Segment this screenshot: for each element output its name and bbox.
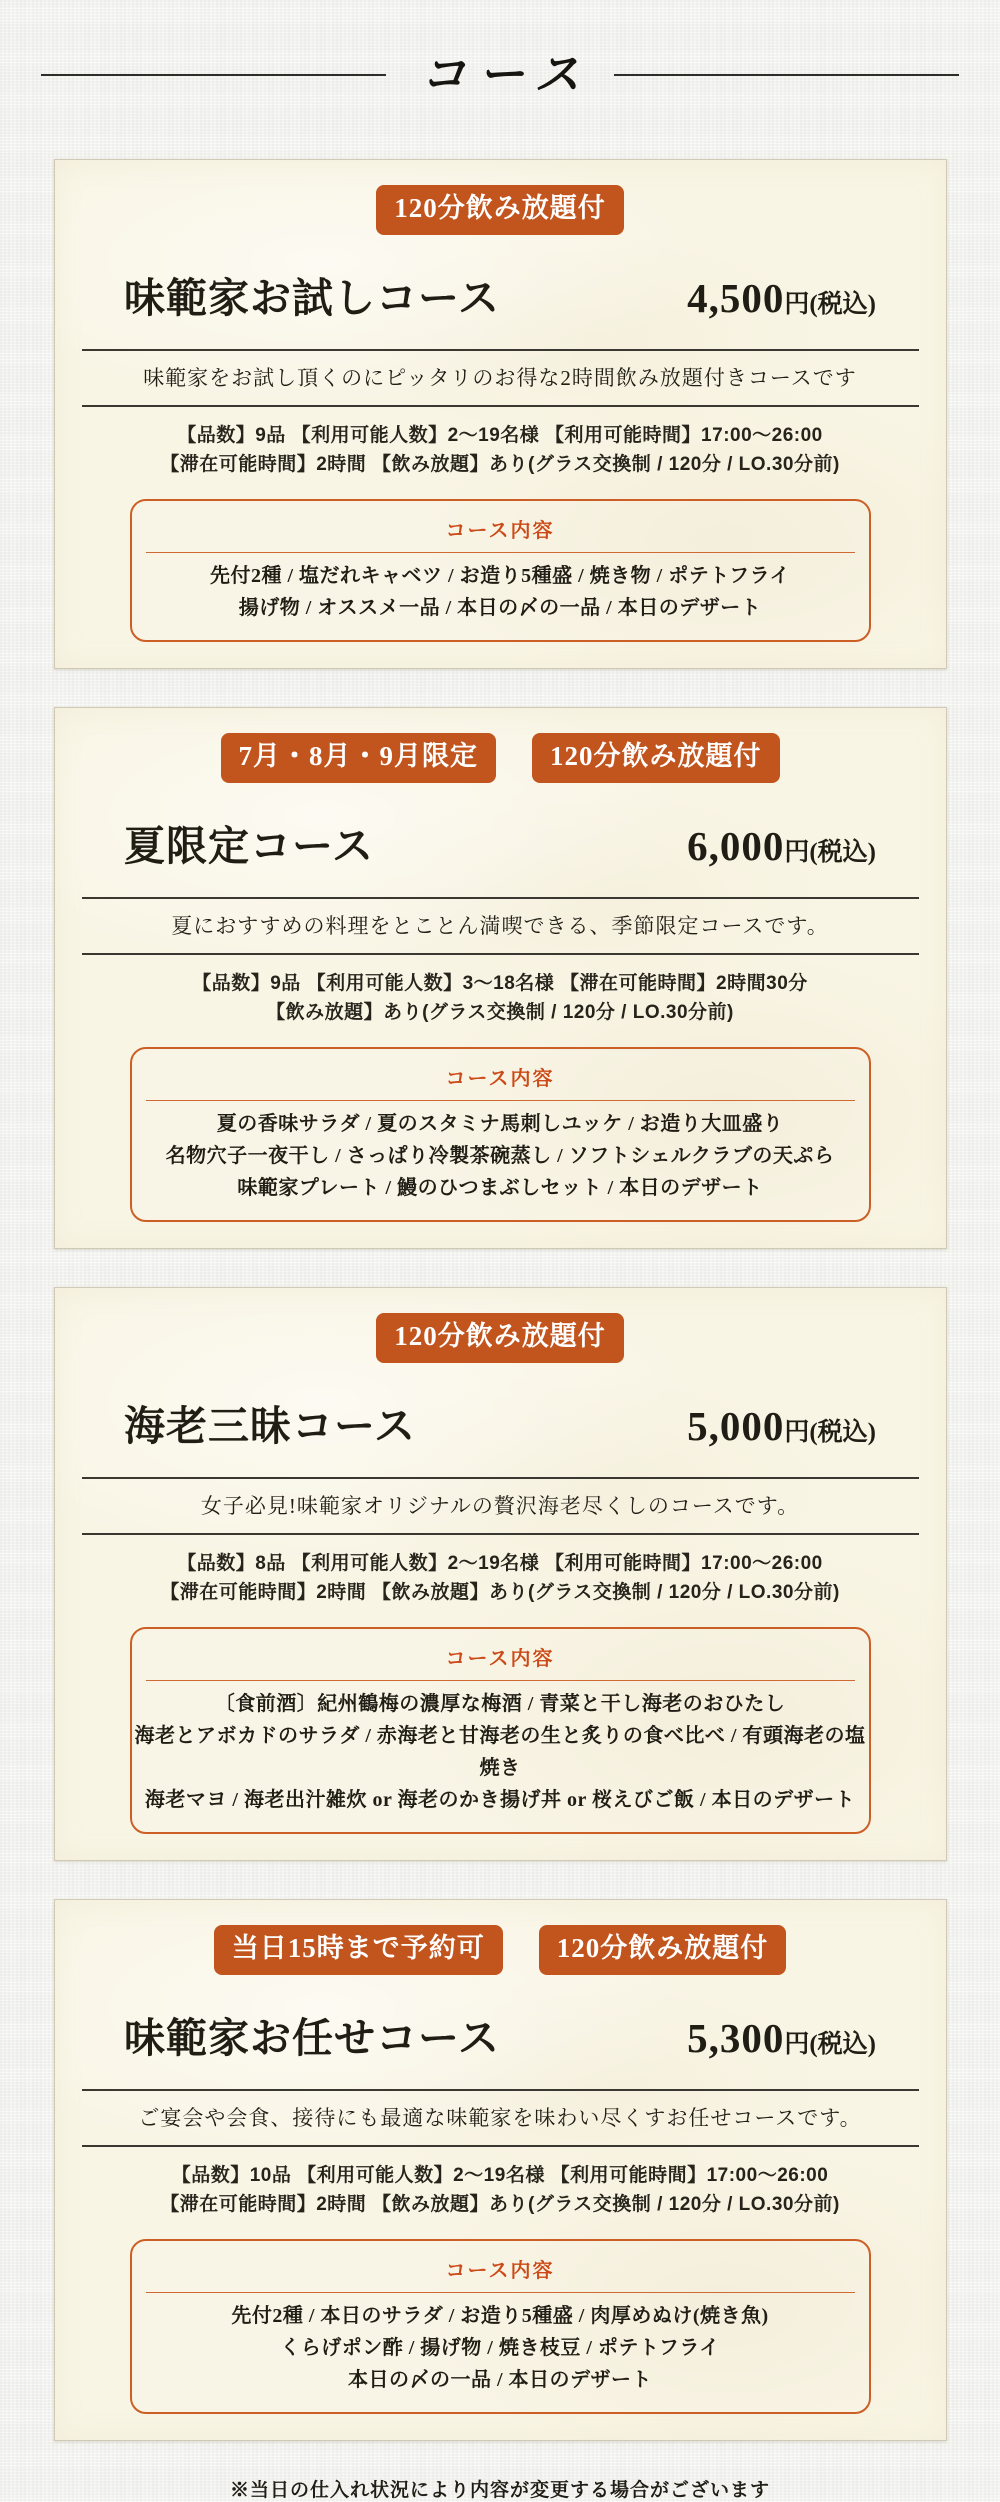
course-detail-line: 【滞在可能時間】2時間 【飲み放題】あり(グラス交換制 / 120分 / LO.30分前) bbox=[160, 453, 840, 475]
badge-row bbox=[82, 733, 919, 783]
content-heading: コース内容 bbox=[445, 1067, 555, 1090]
price-amount: 5,000 bbox=[687, 1402, 785, 1449]
badge-row bbox=[82, 185, 919, 235]
course-content-box bbox=[130, 1047, 871, 1222]
course-title-row bbox=[124, 813, 876, 872]
course-item-line: 名物穴子一夜干し / さっぱり冷製茶碗蒸し / ソフトシェルクラブの天ぷら bbox=[165, 1144, 835, 1167]
separator-line bbox=[82, 405, 919, 407]
course-item-line: 揚げ物 / オススメ一品 / 本日の〆の一品 / 本日のデザート bbox=[238, 596, 762, 619]
course-detail-line: 【飲み放題】あり(グラス交換制 / 120分 / LO.30分前) bbox=[266, 1001, 734, 1023]
separator-line bbox=[82, 953, 919, 955]
price-amount: 5,300 bbox=[687, 2014, 785, 2061]
separator-line bbox=[82, 1533, 919, 1535]
course-card-natsu bbox=[54, 707, 947, 1249]
course-details bbox=[82, 1549, 919, 1607]
course-price bbox=[687, 1402, 876, 1450]
season-limited-badge: 7月・8月・9月限定 bbox=[221, 733, 497, 783]
content-heading: コース内容 bbox=[445, 2259, 555, 2282]
course-list bbox=[54, 159, 947, 2441]
course-price bbox=[687, 2014, 876, 2062]
course-detail-line: 【滞在可能時間】2時間 【飲み放題】あり(グラス交換制 / 120分 / LO.30分前) bbox=[160, 2193, 840, 2215]
price-amount: 6,000 bbox=[687, 822, 785, 869]
course-detail-line: 【品数】9品 【利用可能人数】2〜19名様 【利用可能時間】17:00〜26:00 bbox=[177, 424, 823, 446]
separator-line bbox=[82, 2089, 919, 2091]
content-heading: コース内容 bbox=[445, 1647, 555, 1670]
course-price bbox=[687, 274, 876, 322]
course-card-omakase bbox=[54, 1899, 947, 2441]
course-item-line: 味範家プレート / 鰻のひつまぶしセット / 本日のデザート bbox=[237, 1176, 763, 1199]
separator-line bbox=[82, 349, 919, 351]
course-details bbox=[82, 2161, 919, 2219]
course-title-row bbox=[124, 1393, 876, 1452]
price-amount: 4,500 bbox=[687, 274, 785, 321]
separator-line bbox=[82, 897, 919, 899]
course-title-row bbox=[124, 2005, 876, 2064]
course-item-line: くらげポン酢 / 揚げ物 / 焼き枝豆 / ポテトフライ bbox=[280, 2336, 720, 2359]
course-price bbox=[687, 822, 876, 870]
course-name: 味範家お任せコース bbox=[124, 2014, 500, 2061]
course-name: 味範家お試しコース bbox=[124, 274, 500, 321]
course-item-line: 海老マヨ / 海老出汁雑炊 or 海老のかき揚げ丼 or 桜えびご飯 / 本日のデザート bbox=[144, 1788, 856, 1811]
content-heading-rule bbox=[146, 1680, 855, 1681]
course-detail-line: 【品数】10品 【利用可能人数】2〜19名様 【利用可能時間】17:00〜26:00 bbox=[171, 2164, 829, 2186]
course-item-line: 本日の〆の一品 / 本日のデザート bbox=[347, 2368, 653, 2391]
course-details bbox=[82, 969, 919, 1027]
separator-line bbox=[82, 2145, 919, 2147]
page-title: コース bbox=[420, 49, 592, 100]
nomihodai-badge: 120分飲み放題付 bbox=[539, 1925, 787, 1975]
nomihodai-badge: 120分飲み放題付 bbox=[532, 733, 780, 783]
course-detail-line: 【滞在可能時間】2時間 【飲み放題】あり(グラス交換制 / 120分 / LO.30分前) bbox=[160, 1581, 840, 1603]
content-heading-rule bbox=[146, 552, 855, 553]
price-tax-label: 円(税込) bbox=[784, 2030, 876, 2058]
badge-row bbox=[82, 1925, 919, 1975]
course-item-line: 海老とアボカドのサラダ / 赤海老と甘海老の生と炙りの食べ比べ / 有頭海老の塩焼き bbox=[134, 1724, 866, 1779]
course-description: 夏におすすめの料理をとことん満喫できる、季節限定コースです。 bbox=[171, 913, 829, 938]
course-content-box bbox=[130, 2239, 871, 2414]
separator-line bbox=[82, 1477, 919, 1479]
header-rule-right bbox=[614, 74, 959, 76]
course-content-box bbox=[130, 499, 871, 642]
course-item-line: 先付2種 / 本日のサラダ / お造り5種盛 / 肉厚めぬけ(焼き魚) bbox=[231, 2304, 769, 2327]
content-heading-rule bbox=[146, 1100, 855, 1101]
course-item-line: 〔食前酒〕紀州鶴梅の濃厚な梅酒 / 青菜と干し海老のおひたし bbox=[214, 1692, 786, 1715]
course-details bbox=[82, 421, 919, 479]
footer-note: ※当日の仕入れ状況により内容が変更する場合がございます bbox=[229, 2479, 770, 2501]
course-description: 女子必見!味範家オリジナルの贅沢海老尽くしのコースです。 bbox=[200, 1493, 800, 1518]
course-name: 海老三昧コース bbox=[124, 1402, 416, 1449]
course-card-otameshi bbox=[54, 159, 947, 669]
price-tax-label: 円(税込) bbox=[784, 838, 876, 866]
course-content-box bbox=[130, 1627, 871, 1834]
course-description: ご宴会や会食、接待にも最適な味範家を味わい尽くすお任せコースです。 bbox=[138, 2105, 862, 2130]
nomihodai-badge: 120分飲み放題付 bbox=[376, 1313, 624, 1363]
price-tax-label: 円(税込) bbox=[784, 1418, 876, 1446]
header-rule-left bbox=[41, 74, 386, 76]
course-detail-line: 【品数】9品 【利用可能人数】3〜18名様 【滞在可能時間】2時間30分 bbox=[192, 972, 808, 994]
course-name: 夏限定コース bbox=[124, 822, 374, 869]
page-header bbox=[0, 50, 1000, 101]
course-item-line: 先付2種 / 塩だれキャベツ / お造り5種盛 / 焼き物 / ポテトフライ bbox=[209, 564, 791, 587]
course-card-ebi bbox=[54, 1287, 947, 1861]
course-description: 味範家をお試し頂くのにピッタリのお得な2時間飲み放題付きコースです bbox=[143, 365, 857, 390]
content-heading-rule bbox=[146, 2292, 855, 2293]
price-tax-label: 円(税込) bbox=[784, 290, 876, 318]
course-item-line: 夏の香味サラダ / 夏のスタミナ馬刺しユッケ / お造り大皿盛り bbox=[216, 1112, 784, 1135]
course-title-row bbox=[124, 265, 876, 324]
course-detail-line: 【品数】8品 【利用可能人数】2〜19名様 【利用可能時間】17:00〜26:00 bbox=[177, 1552, 823, 1574]
badge-row bbox=[82, 1313, 919, 1363]
same-day-reservation-badge: 当日15時まで予約可 bbox=[214, 1925, 503, 1975]
nomihodai-badge: 120分飲み放題付 bbox=[376, 185, 624, 235]
content-heading: コース内容 bbox=[445, 519, 555, 542]
